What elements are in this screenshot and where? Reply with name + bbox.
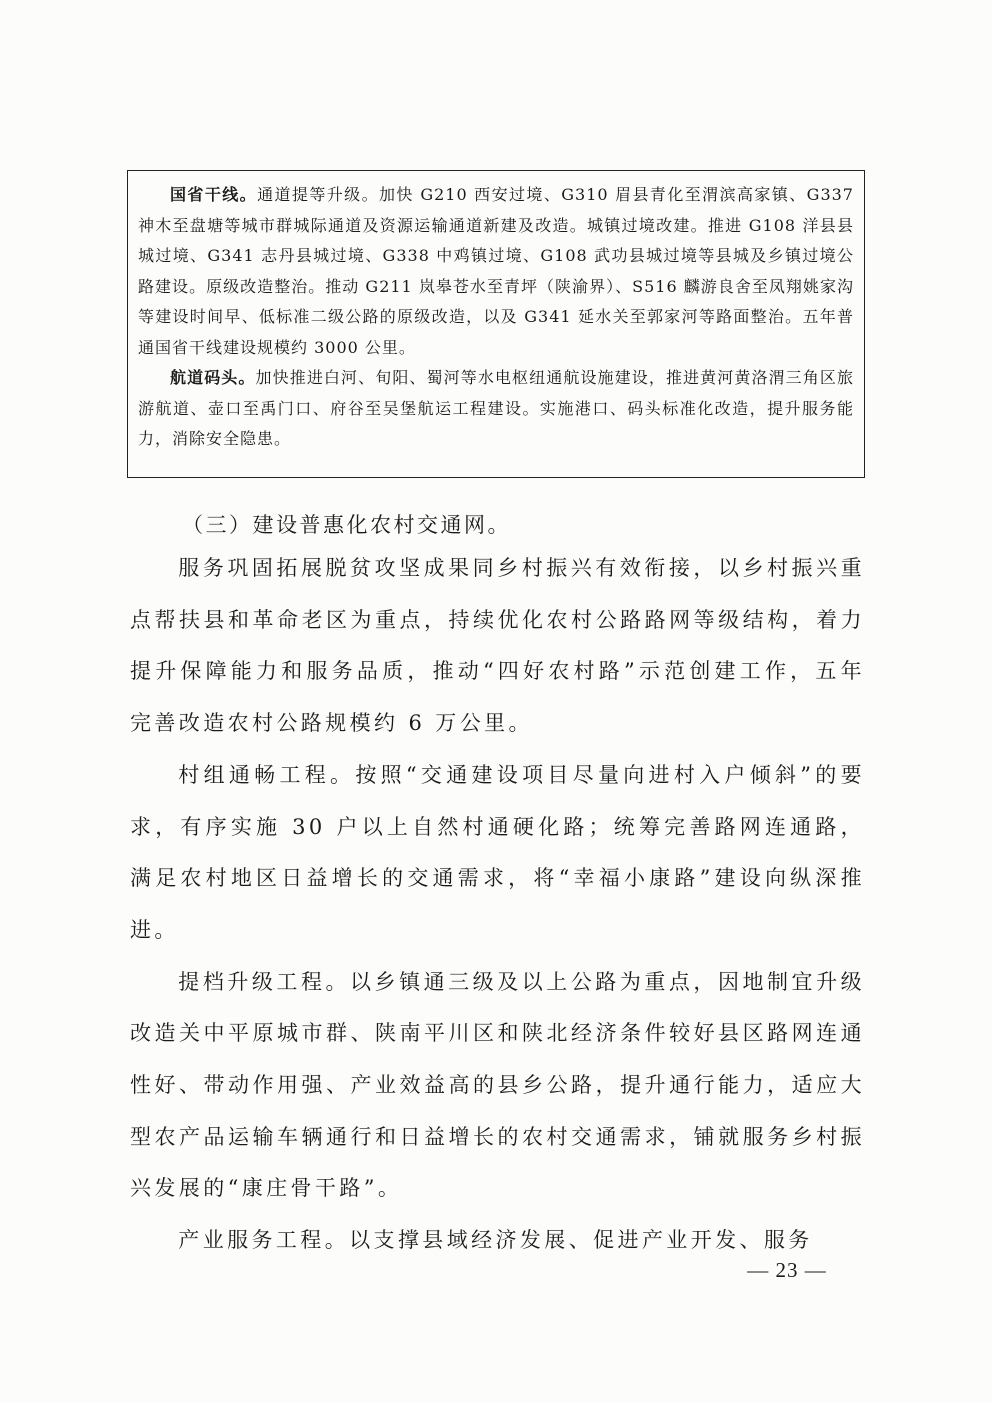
box-paragraph-title: 航道码头。 [170, 368, 256, 387]
body-paragraph: 提档升级工程。以乡镇通三级及以上公路为重点，因地制宜升级改造关中平原城市群、陕南平川区和陕北经济条件较好县区路网连通性好、带动作用强、产业效益高的县乡公路，提升通行能力，适应大型农产品运输车辆通行和日益增长的农村交通需求，铺就服务乡村振兴发展的“康庄骨干路”。 [130, 969, 865, 1201]
body-paragraph: 产业服务工程。以支撑县域经济发展、促进产业开发、服务 [178, 1228, 813, 1253]
page-number: — 23 — [747, 1258, 827, 1282]
body-paragraph: 服务巩固拓展脱贫攻坚成果同乡村振兴有效衔接，以乡村振兴重点帮扶县和革命老区为重点，持续优化农村公路路网等级结构，着力提升保障能力和服务品质，推动“四好农村路”示范创建工作，五年完善改造农村公路规模约 6 万公里。 [130, 556, 865, 736]
box-paragraph-body: 加快推进白河、旬阳、蜀河等水电枢纽通航设施建设，推进黄河黄洛渭三角区旅游航道、壶口至禹门口、府谷至吴堡航运工程建设。实施港口、码头标准化改造，提升服务能力，消除安全隐患。 [138, 368, 854, 448]
highlight-box [127, 170, 865, 478]
body-paragraph: 村组通畅工程。按照“交通建设项目尽量向进村入户倾斜”的要求，有序实施 30 户以上自然村通硬化路；统筹完善路网连通路，满足农村地区日益增长的交通需求，将“幸福小康路”建设向纵深推进。 [130, 762, 865, 942]
body-text [130, 543, 865, 1267]
box-paragraph-waterways [138, 363, 854, 455]
box-paragraph-trunk-roads [138, 180, 854, 363]
box-paragraph-title: 国省干线。 [170, 185, 258, 204]
section-heading: （三）建设普惠化农村交通网。 [182, 513, 511, 537]
box-paragraph-body: 通道提等升级。加快 G210 西安过境、G310 眉县青化至渭滨高家镇、G337 神木至盘塘等城市群城际通道及资源运输通道新建及改造。城镇过境改建。推进 G108 洋县县城过境、G341 志丹县城过境、G338 中鸡镇过境、G108 武功县城过境等县城及乡镇过境公路建设。原级改造整治。推动 G211 岚皋苍水至青坪（陕渝界）、S516 麟游良舍至凤翔姚家沟等建设时间早、低标准二级公路的原级改造，以及 G341 延水关至郭家河等路面整治。五年普通国省干线建设规模约 3000 公里。 [138, 185, 854, 357]
